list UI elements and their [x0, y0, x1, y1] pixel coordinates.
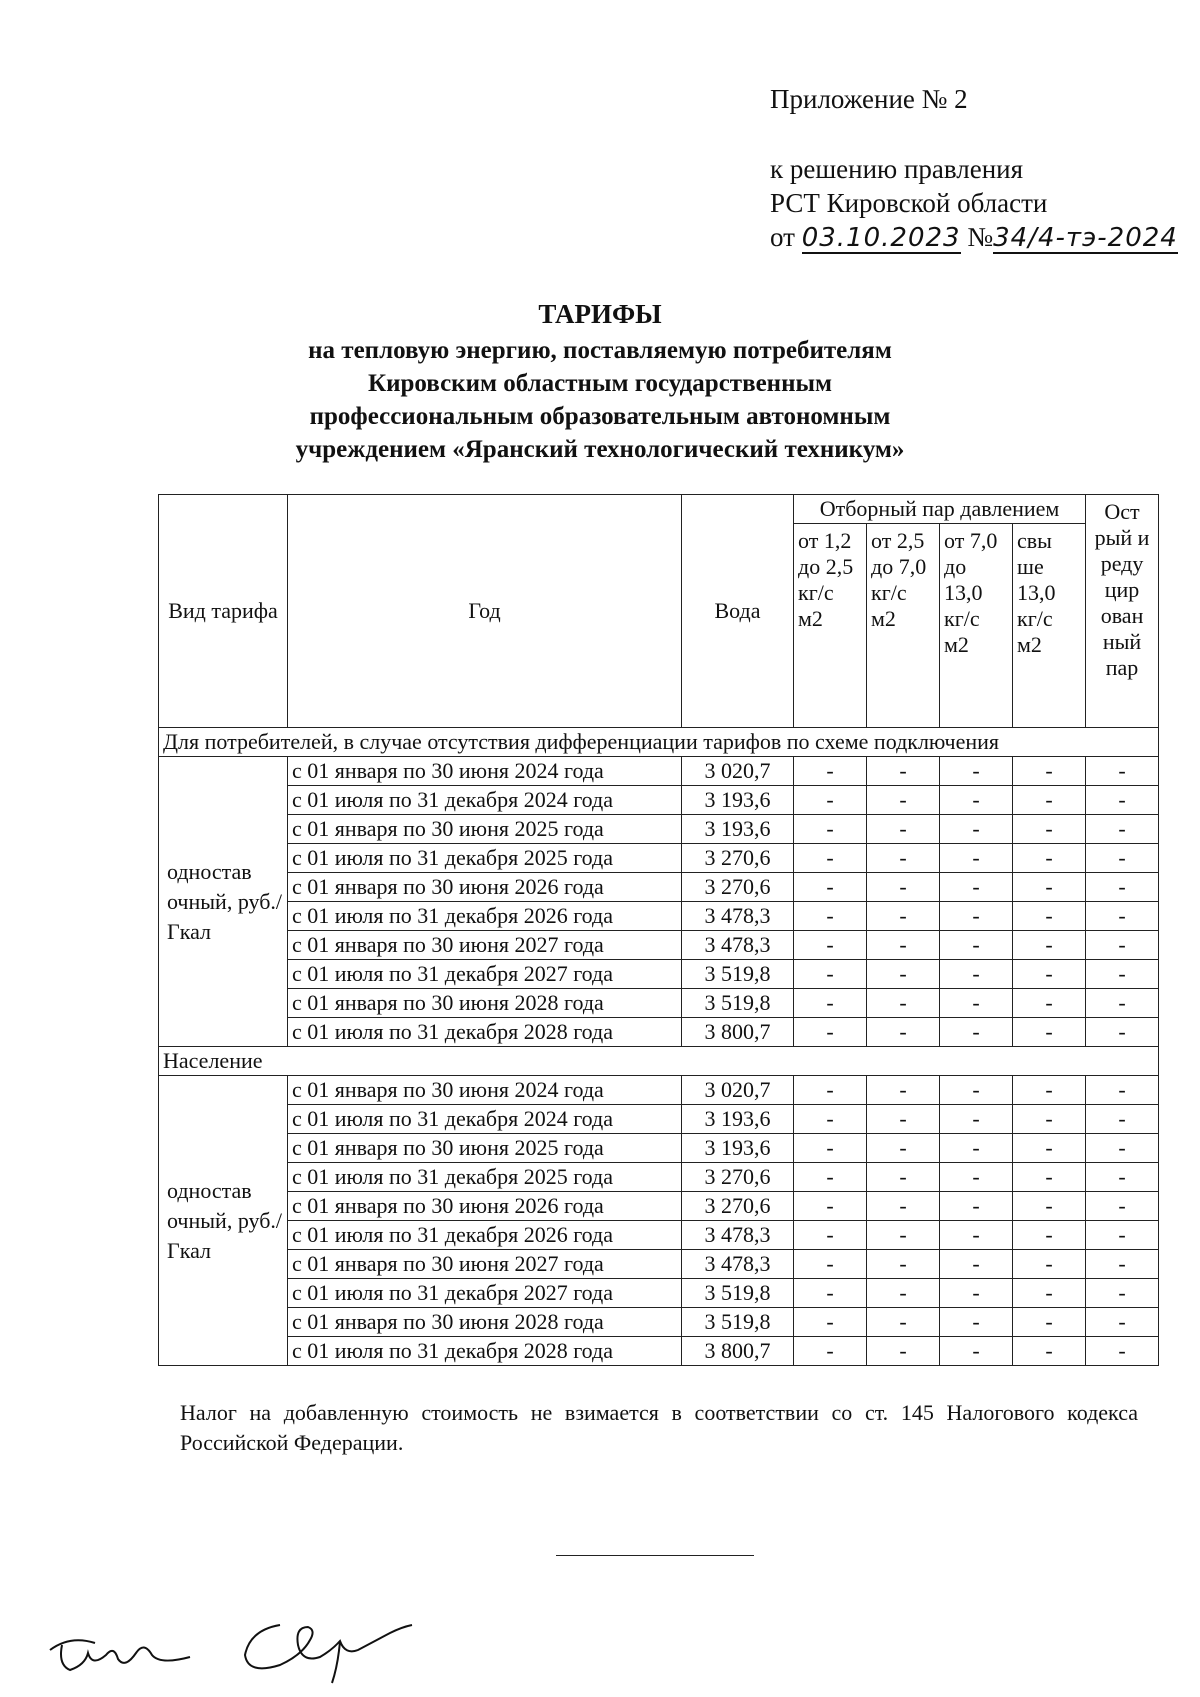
water-tariff-cell: 3 800,7: [682, 1018, 794, 1047]
steam-tariff-cell: -: [1086, 1221, 1159, 1250]
table-row: [159, 1221, 1159, 1250]
steam-tariff-cell: -: [794, 786, 867, 815]
table-row: [159, 1250, 1159, 1279]
steam-tariff-cell: -: [794, 1221, 867, 1250]
steam-tariff-cell: -: [1013, 786, 1086, 815]
tariff-table: [158, 494, 1159, 1366]
annex-line-1: к решению правления: [770, 154, 1024, 184]
section-row: [159, 728, 1159, 757]
water-tariff-cell: 3 478,3: [682, 902, 794, 931]
steam-tariff-cell: -: [794, 960, 867, 989]
steam-tariff-cell: -: [1013, 902, 1086, 931]
steam-tariff-cell: -: [940, 1337, 1013, 1366]
steam-tariff-cell: -: [867, 1105, 940, 1134]
period-cell: с 01 июля по 31 декабря 2027 года: [288, 1279, 682, 1308]
steam-tariff-cell: -: [794, 1192, 867, 1221]
steam-tariff-cell: -: [1086, 1192, 1159, 1221]
steam-tariff-cell: -: [794, 844, 867, 873]
steam-tariff-cell: -: [940, 873, 1013, 902]
table-row: [159, 902, 1159, 931]
steam-tariff-cell: -: [867, 1163, 940, 1192]
header-steam: Отборный пар давлением: [794, 495, 1086, 524]
steam-tariff-cell: -: [867, 1279, 940, 1308]
steam-tariff-cell: -: [867, 960, 940, 989]
steam-tariff-cell: -: [1013, 1076, 1086, 1105]
water-tariff-cell: 3 478,3: [682, 1221, 794, 1250]
title-line-4: учреждением «Яранский технологический техникум»: [295, 436, 905, 463]
table-row: [159, 1163, 1159, 1192]
annex-date-line: [770, 220, 1178, 254]
table-row: [159, 1105, 1159, 1134]
annex-line-2: РСТ Кировской области: [770, 188, 1048, 218]
steam-tariff-cell: -: [940, 1279, 1013, 1308]
steam-tariff-cell: -: [794, 1250, 867, 1279]
steam-tariff-cell: -: [867, 989, 940, 1018]
steam-tariff-cell: -: [794, 902, 867, 931]
table-row: [159, 1308, 1159, 1337]
annex-block: [770, 82, 1178, 254]
title-line-1: на тепловую энергию, поставляемую потребителям: [308, 337, 892, 364]
steam-tariff-cell: -: [1013, 931, 1086, 960]
steam-tariff-cell: -: [940, 931, 1013, 960]
table-row: [159, 1018, 1159, 1047]
steam-tariff-cell: -: [867, 1192, 940, 1221]
header-sharp-steam: Ост рый и реду цир ован ный пар: [1086, 495, 1159, 728]
steam-tariff-cell: -: [794, 931, 867, 960]
steam-tariff-cell: -: [1086, 786, 1159, 815]
period-cell: с 01 января по 30 июня 2026 года: [288, 1192, 682, 1221]
steam-tariff-cell: -: [794, 1308, 867, 1337]
steam-tariff-cell: -: [867, 931, 940, 960]
steam-tariff-cell: -: [940, 960, 1013, 989]
steam-tariff-cell: -: [1013, 1221, 1086, 1250]
period-cell: с 01 июля по 31 декабря 2026 года: [288, 902, 682, 931]
steam-tariff-cell: -: [940, 1134, 1013, 1163]
water-tariff-cell: 3 020,7: [682, 1076, 794, 1105]
table-row: [159, 815, 1159, 844]
title-line-2: Кировским областным государственным: [367, 370, 833, 397]
steam-tariff-cell: -: [1086, 1134, 1159, 1163]
steam-tariff-cell: -: [867, 1221, 940, 1250]
header-year: Год: [288, 495, 682, 728]
steam-tariff-cell: -: [1086, 815, 1159, 844]
steam-tariff-cell: -: [1086, 1018, 1159, 1047]
period-cell: с 01 января по 30 июня 2024 года: [288, 1076, 682, 1105]
steam-tariff-cell: -: [940, 1018, 1013, 1047]
annex-number-label: №: [967, 222, 994, 252]
water-tariff-cell: 3 270,6: [682, 1192, 794, 1221]
period-cell: с 01 января по 30 июня 2028 года: [288, 1308, 682, 1337]
vat-note: Налог на добавленную стоимость не взимается в соответствии со ст. 145 Налогового кодекса Российской Федерации.: [180, 1400, 1138, 1455]
header-pressure-3: от 7,0 до 13,0 кг/с м2: [940, 524, 1013, 728]
period-cell: с 01 июля по 31 декабря 2028 года: [288, 1018, 682, 1047]
steam-tariff-cell: -: [940, 1250, 1013, 1279]
period-cell: с 01 июля по 31 декабря 2024 года: [288, 786, 682, 815]
water-tariff-cell: 3 478,3: [682, 931, 794, 960]
steam-tariff-cell: -: [940, 815, 1013, 844]
water-tariff-cell: 3 800,7: [682, 1337, 794, 1366]
tariff-kind-cell: одностав очный, руб./Гкал: [159, 1076, 288, 1366]
steam-tariff-cell: -: [1013, 815, 1086, 844]
period-cell: с 01 января по 30 июня 2026 года: [288, 873, 682, 902]
table-row: [159, 931, 1159, 960]
steam-tariff-cell: -: [1013, 960, 1086, 989]
steam-tariff-cell: -: [1086, 1250, 1159, 1279]
steam-tariff-cell: -: [794, 1134, 867, 1163]
period-cell: с 01 июля по 31 декабря 2025 года: [288, 1163, 682, 1192]
steam-tariff-cell: -: [1013, 1279, 1086, 1308]
water-tariff-cell: 3 193,6: [682, 815, 794, 844]
table-row: [159, 1337, 1159, 1366]
steam-tariff-cell: -: [1086, 1337, 1159, 1366]
steam-tariff-cell: -: [867, 1337, 940, 1366]
steam-tariff-cell: -: [1013, 1105, 1086, 1134]
water-tariff-cell: 3 519,8: [682, 989, 794, 1018]
steam-tariff-cell: -: [1013, 1134, 1086, 1163]
water-tariff-cell: 3 020,7: [682, 757, 794, 786]
annex-from-label: от: [770, 222, 795, 252]
steam-tariff-cell: -: [794, 1018, 867, 1047]
document-title: [0, 298, 1200, 466]
steam-tariff-cell: -: [1086, 1105, 1159, 1134]
handwritten-signature: [40, 1595, 440, 1685]
header-kind: Вид тарифа: [159, 495, 288, 728]
steam-tariff-cell: -: [867, 1076, 940, 1105]
steam-tariff-cell: -: [1013, 844, 1086, 873]
steam-tariff-cell: -: [940, 1221, 1013, 1250]
steam-tariff-cell: -: [867, 844, 940, 873]
steam-tariff-cell: -: [1086, 902, 1159, 931]
table-row: [159, 960, 1159, 989]
title-line-3: профессиональным образовательным автономным: [309, 403, 891, 430]
section-row: [159, 1047, 1159, 1076]
steam-tariff-cell: -: [940, 757, 1013, 786]
period-cell: с 01 июля по 31 декабря 2028 года: [288, 1337, 682, 1366]
period-cell: с 01 января по 30 июня 2027 года: [288, 931, 682, 960]
steam-tariff-cell: -: [940, 989, 1013, 1018]
water-tariff-cell: 3 193,6: [682, 786, 794, 815]
steam-tariff-cell: -: [794, 989, 867, 1018]
steam-tariff-cell: -: [794, 1163, 867, 1192]
steam-tariff-cell: -: [1086, 931, 1159, 960]
steam-tariff-cell: -: [1086, 844, 1159, 873]
steam-tariff-cell: -: [794, 1279, 867, 1308]
steam-tariff-cell: -: [1086, 873, 1159, 902]
water-tariff-cell: 3 270,6: [682, 1163, 794, 1192]
steam-tariff-cell: -: [794, 1105, 867, 1134]
water-tariff-cell: 3 193,6: [682, 1134, 794, 1163]
water-tariff-cell: 3 270,6: [682, 873, 794, 902]
steam-tariff-cell: -: [940, 1105, 1013, 1134]
water-tariff-cell: 3 519,8: [682, 1279, 794, 1308]
water-tariff-cell: 3 519,8: [682, 1308, 794, 1337]
steam-tariff-cell: -: [1013, 757, 1086, 786]
table-row: [159, 1279, 1159, 1308]
steam-tariff-cell: -: [867, 1018, 940, 1047]
steam-tariff-cell: -: [940, 1076, 1013, 1105]
steam-tariff-cell: -: [940, 844, 1013, 873]
table-row: [159, 1076, 1159, 1105]
water-tariff-cell: 3 519,8: [682, 960, 794, 989]
period-cell: с 01 января по 30 июня 2027 года: [288, 1250, 682, 1279]
header-pressure-4: свы ше 13,0 кг/с м2: [1013, 524, 1086, 728]
header-pressure-2: от 2,5 до 7,0 кг/с м2: [867, 524, 940, 728]
steam-tariff-cell: -: [794, 873, 867, 902]
table-row: [159, 757, 1159, 786]
header-water: Вода: [682, 495, 794, 728]
steam-tariff-cell: -: [1086, 1163, 1159, 1192]
period-cell: с 01 января по 30 июня 2025 года: [288, 1134, 682, 1163]
title-main: ТАРИФЫ: [538, 299, 662, 329]
steam-tariff-cell: -: [1086, 1279, 1159, 1308]
header-pressure-1: от 1,2 до 2,5 кг/с м2: [794, 524, 867, 728]
steam-tariff-cell: -: [867, 815, 940, 844]
period-cell: с 01 января по 30 июня 2024 года: [288, 757, 682, 786]
steam-tariff-cell: -: [1013, 989, 1086, 1018]
period-cell: с 01 июля по 31 декабря 2025 года: [288, 844, 682, 873]
tariff-kind-cell: одностав очный, руб./Гкал: [159, 757, 288, 1047]
steam-tariff-cell: -: [940, 1192, 1013, 1221]
steam-tariff-cell: -: [867, 873, 940, 902]
steam-tariff-cell: -: [1013, 1337, 1086, 1366]
steam-tariff-cell: -: [940, 1308, 1013, 1337]
steam-tariff-cell: -: [867, 786, 940, 815]
steam-tariff-cell: -: [1013, 873, 1086, 902]
table-row: [159, 844, 1159, 873]
steam-tariff-cell: -: [1086, 960, 1159, 989]
table-row: [159, 989, 1159, 1018]
water-tariff-cell: 3 478,3: [682, 1250, 794, 1279]
steam-tariff-cell: -: [1086, 1308, 1159, 1337]
steam-tariff-cell: -: [1013, 1250, 1086, 1279]
steam-tariff-cell: -: [867, 1308, 940, 1337]
table-row: [159, 1134, 1159, 1163]
steam-tariff-cell: -: [1013, 1308, 1086, 1337]
table-row: [159, 873, 1159, 902]
steam-tariff-cell: -: [867, 1134, 940, 1163]
steam-tariff-cell: -: [940, 902, 1013, 931]
annex-date: 03.10.2023: [801, 223, 961, 253]
separator-line: [556, 1555, 754, 1556]
steam-tariff-cell: -: [1086, 989, 1159, 1018]
section-label: Население: [159, 1047, 1159, 1076]
steam-tariff-cell: -: [1086, 757, 1159, 786]
steam-tariff-cell: -: [794, 1076, 867, 1105]
water-tariff-cell: 3 270,6: [682, 844, 794, 873]
steam-tariff-cell: -: [794, 1337, 867, 1366]
period-cell: с 01 июля по 31 декабря 2027 года: [288, 960, 682, 989]
period-cell: с 01 января по 30 июня 2025 года: [288, 815, 682, 844]
steam-tariff-cell: -: [1013, 1192, 1086, 1221]
annex-number: 34/4-тэ-2024: [993, 223, 1178, 253]
steam-tariff-cell: -: [1013, 1163, 1086, 1192]
steam-tariff-cell: -: [867, 1250, 940, 1279]
steam-tariff-cell: -: [1013, 1018, 1086, 1047]
steam-tariff-cell: -: [940, 786, 1013, 815]
steam-tariff-cell: -: [940, 1163, 1013, 1192]
steam-tariff-cell: -: [794, 815, 867, 844]
steam-tariff-cell: -: [1086, 1076, 1159, 1105]
water-tariff-cell: 3 193,6: [682, 1105, 794, 1134]
section-label: Для потребителей, в случае отсутствия дифференциации тарифов по схеме подключения: [159, 728, 1159, 757]
period-cell: с 01 января по 30 июня 2028 года: [288, 989, 682, 1018]
steam-tariff-cell: -: [794, 757, 867, 786]
table-row: [159, 786, 1159, 815]
steam-tariff-cell: -: [867, 757, 940, 786]
table-row: [159, 1192, 1159, 1221]
period-cell: с 01 июля по 31 декабря 2026 года: [288, 1221, 682, 1250]
period-cell: с 01 июля по 31 декабря 2024 года: [288, 1105, 682, 1134]
annex-title: Приложение № 2: [770, 84, 968, 114]
steam-tariff-cell: -: [867, 902, 940, 931]
